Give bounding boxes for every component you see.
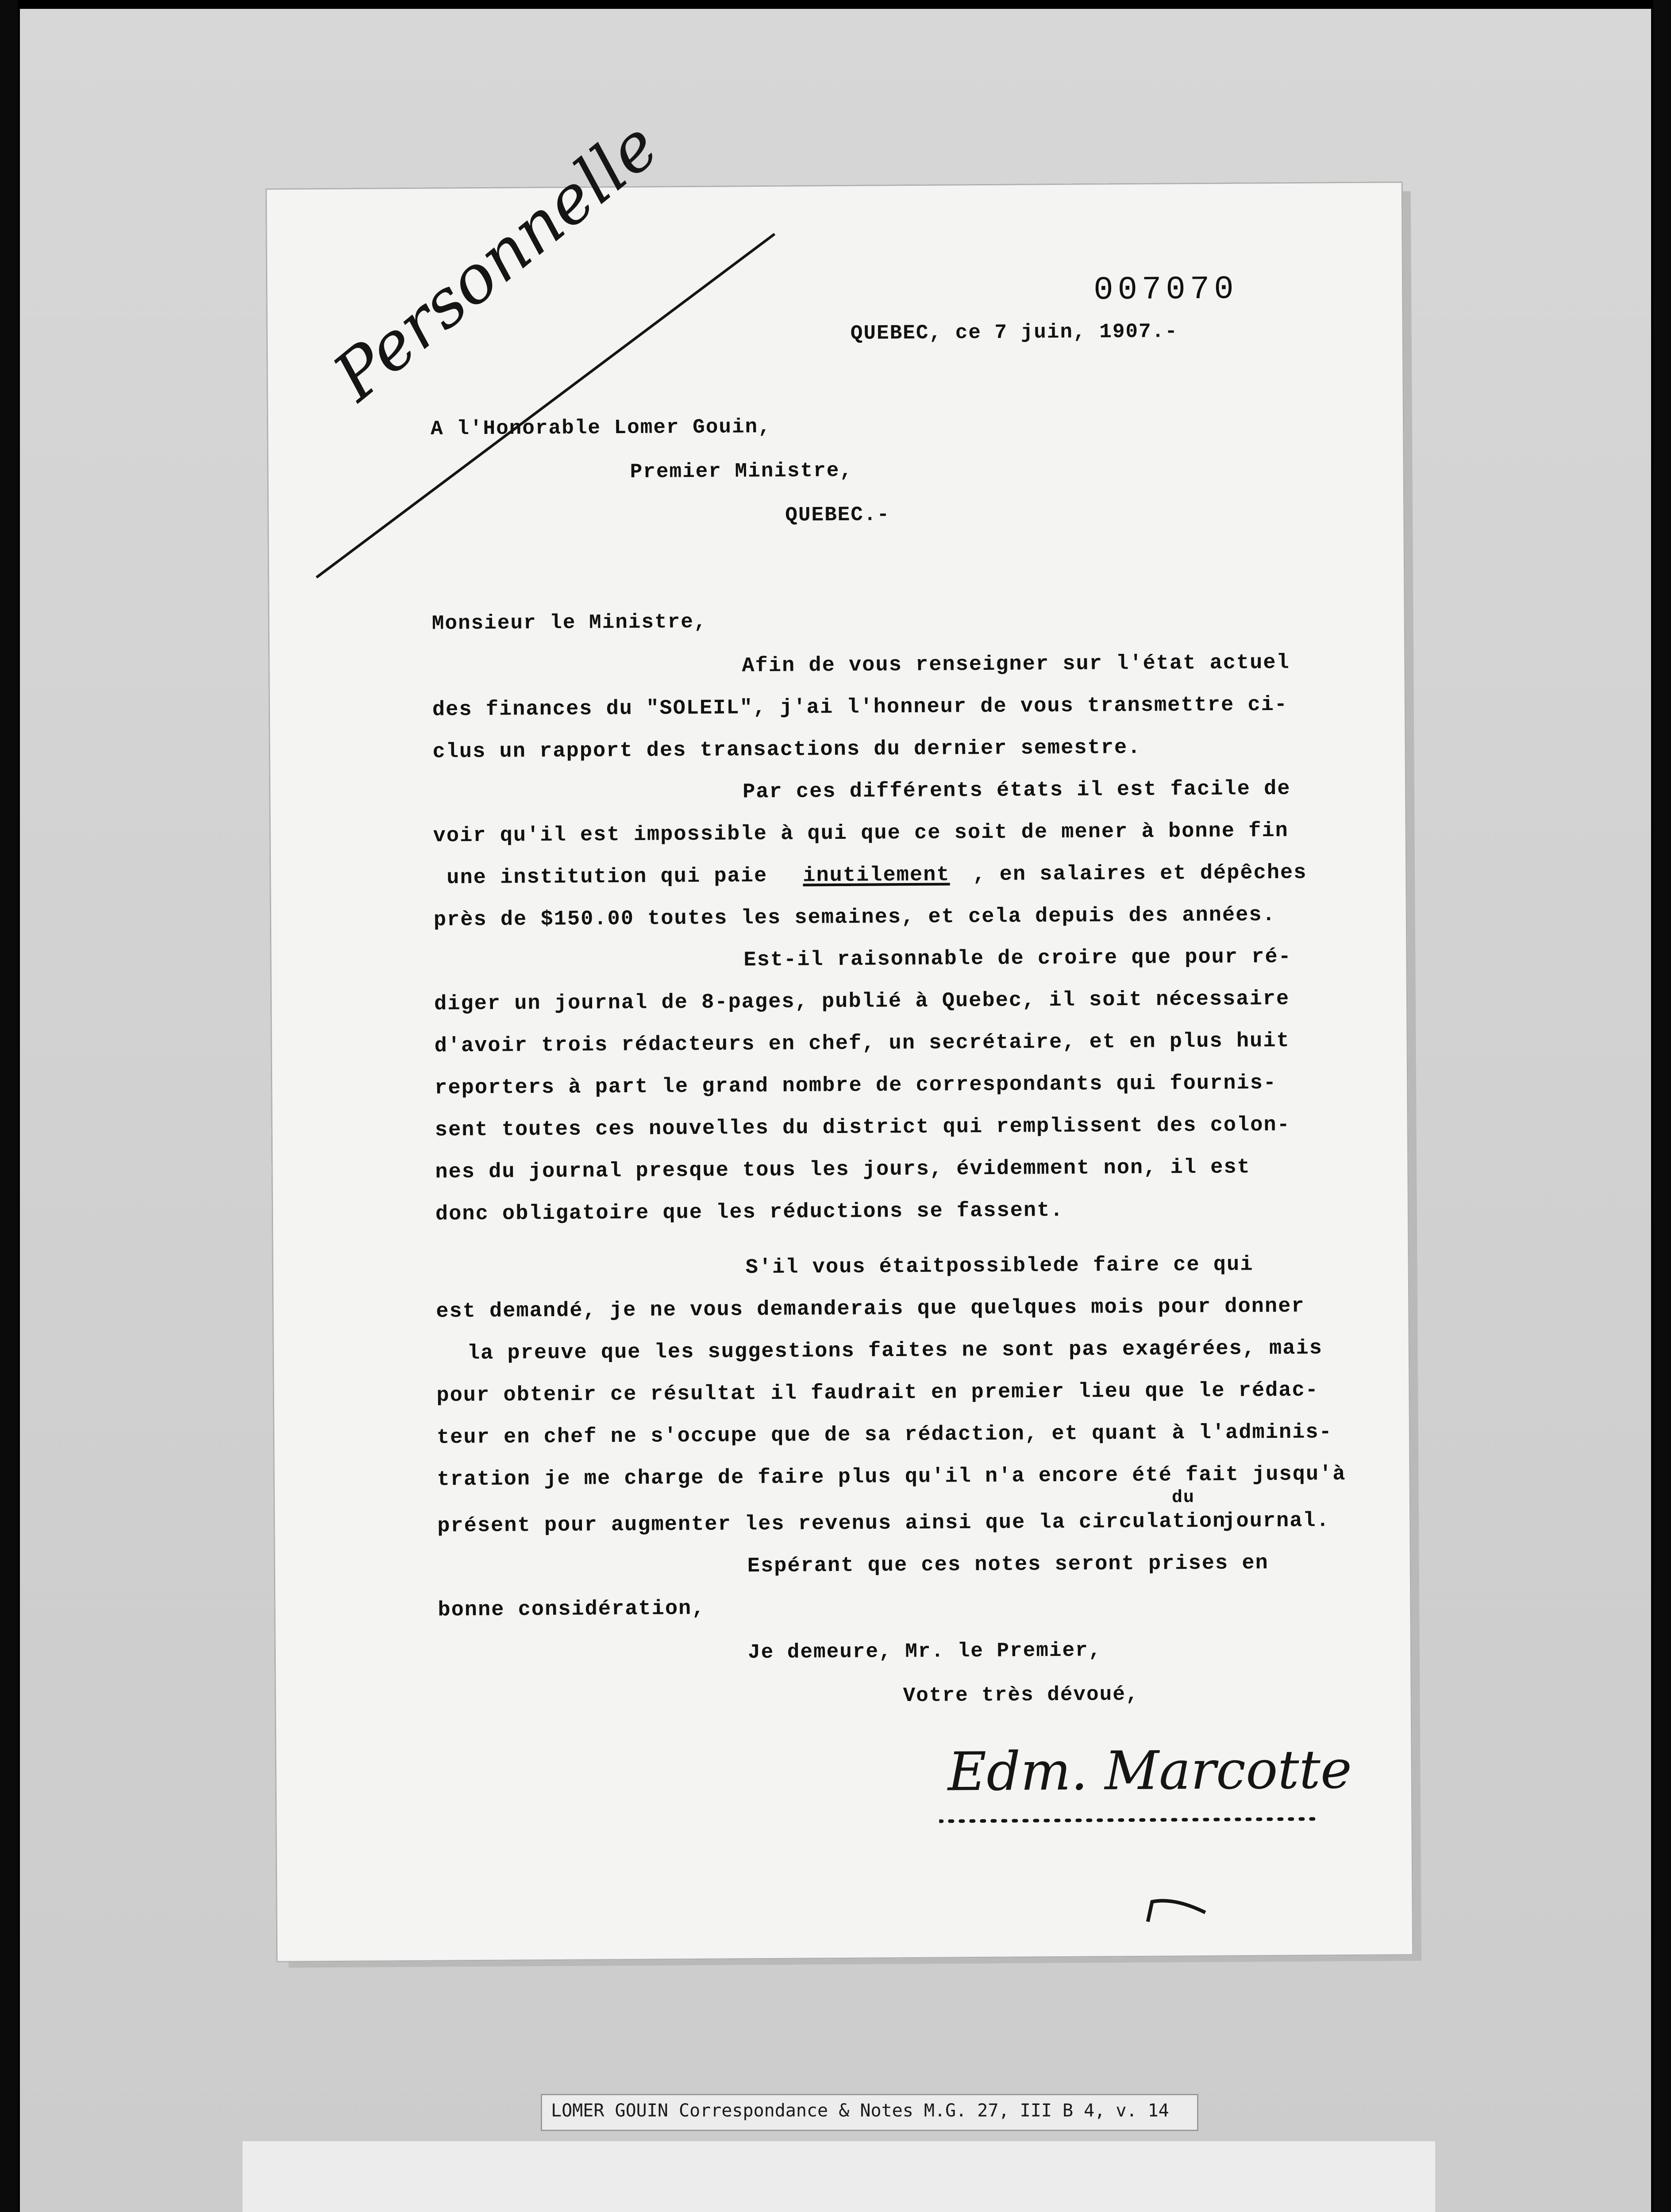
film-edge-left bbox=[0, 0, 18, 2212]
film-edge-right bbox=[1653, 0, 1671, 2212]
pen-mark bbox=[1143, 1895, 1214, 1931]
body-line: S'il vous étaitpossiblede faire ce qui bbox=[745, 1253, 1254, 1280]
letter-page bbox=[266, 107, 1413, 1962]
body-line: , en salaires et dépêches bbox=[973, 861, 1307, 887]
signature-dotted-line bbox=[939, 1810, 1320, 1830]
body-line: d'avoir trois rédacteurs en chef, un secrétaire, et en plus huit bbox=[434, 1029, 1290, 1058]
date-line: QUEBEC, ce 7 juin, 1907.- bbox=[850, 320, 1178, 345]
document-number: 007070 bbox=[1093, 271, 1238, 309]
body-line: bonne considération, bbox=[438, 1597, 705, 1622]
body-line: sent toutes ces nouvelles du district qui remplissent des colon- bbox=[435, 1113, 1291, 1142]
body-line: Espérant que ces notes seront prises en bbox=[747, 1551, 1269, 1578]
inserted-word: du bbox=[1171, 1488, 1195, 1508]
archive-label-card bbox=[243, 2141, 1435, 2212]
archive-reference: LOMER GOUIN Correspondance & Notes M.G. 27, III B 4, v. 14 bbox=[551, 2101, 1169, 2121]
body-line: la preuve que les suggestions faites ne sont pas exagérées, mais bbox=[467, 1336, 1323, 1366]
addressee-name: A l'Honorable Lomer Gouin, bbox=[430, 415, 771, 441]
body-line: teur en chef ne s'occupe que de sa rédaction, et quant à l'adminis- bbox=[436, 1421, 1332, 1450]
body-line: des finances du "SOLEIL", j'ai l'honneur de vous transmettre ci- bbox=[432, 693, 1288, 722]
addressee-title: Premier Ministre, bbox=[630, 459, 853, 484]
body-line: nes du journal presque tous les jours, évidemment non, il est bbox=[435, 1156, 1251, 1184]
body-line: près de $150.00 toutes les semaines, et cela depuis des années. bbox=[433, 903, 1276, 932]
body-line: Est-il raisonnable de croire que pour ré- bbox=[743, 945, 1292, 972]
handwritten-label: Personnelle bbox=[320, 107, 673, 416]
body-line: clus un rapport des transactions du dernier semestre. bbox=[432, 736, 1141, 764]
body-line: donc obligatoire que les réductions se fassent. bbox=[435, 1198, 1064, 1226]
body-line: voir qu'il est impossible à qui que ce soit de mener à bonne fin bbox=[433, 819, 1289, 848]
body-line: une institution qui paie bbox=[447, 864, 768, 890]
body-line: reporters à part le grand nombre de correspondants qui fournis- bbox=[435, 1071, 1277, 1100]
body-line: journal. bbox=[1223, 1509, 1330, 1533]
body-line: présent pour augmenter les revenus ainsi que la circulation bbox=[437, 1509, 1226, 1538]
body-line: pour obtenir ce résultat il faudrait en premier lieu que le rédac- bbox=[436, 1379, 1319, 1408]
salutation: Monsieur le Ministre, bbox=[431, 610, 707, 635]
body-line: est demandé, je ne vous demanderais que quelques mois pour donner bbox=[436, 1294, 1305, 1324]
body-line: tration je me charge de faire plus qu'il n'a encore été fait jusqu'à bbox=[437, 1463, 1346, 1492]
body-line: diger un journal de 8-pages, publié à Quebec, il soit nécessaire bbox=[434, 987, 1290, 1016]
closing-line: Votre très dévoué, bbox=[903, 1682, 1139, 1708]
archive-reference-strip bbox=[541, 2094, 1198, 2131]
closing-line: Je demeure, Mr. le Premier, bbox=[747, 1639, 1102, 1664]
underlined-word: inutilement bbox=[803, 863, 950, 888]
signature: Edm. Marcotte bbox=[947, 1739, 1352, 1803]
addressee-city: QUEBEC.- bbox=[785, 503, 890, 527]
body-line: Par ces différents états il est facile de bbox=[742, 777, 1291, 804]
body-line: Afin de vous renseigner sur l'état actuel bbox=[742, 651, 1290, 678]
